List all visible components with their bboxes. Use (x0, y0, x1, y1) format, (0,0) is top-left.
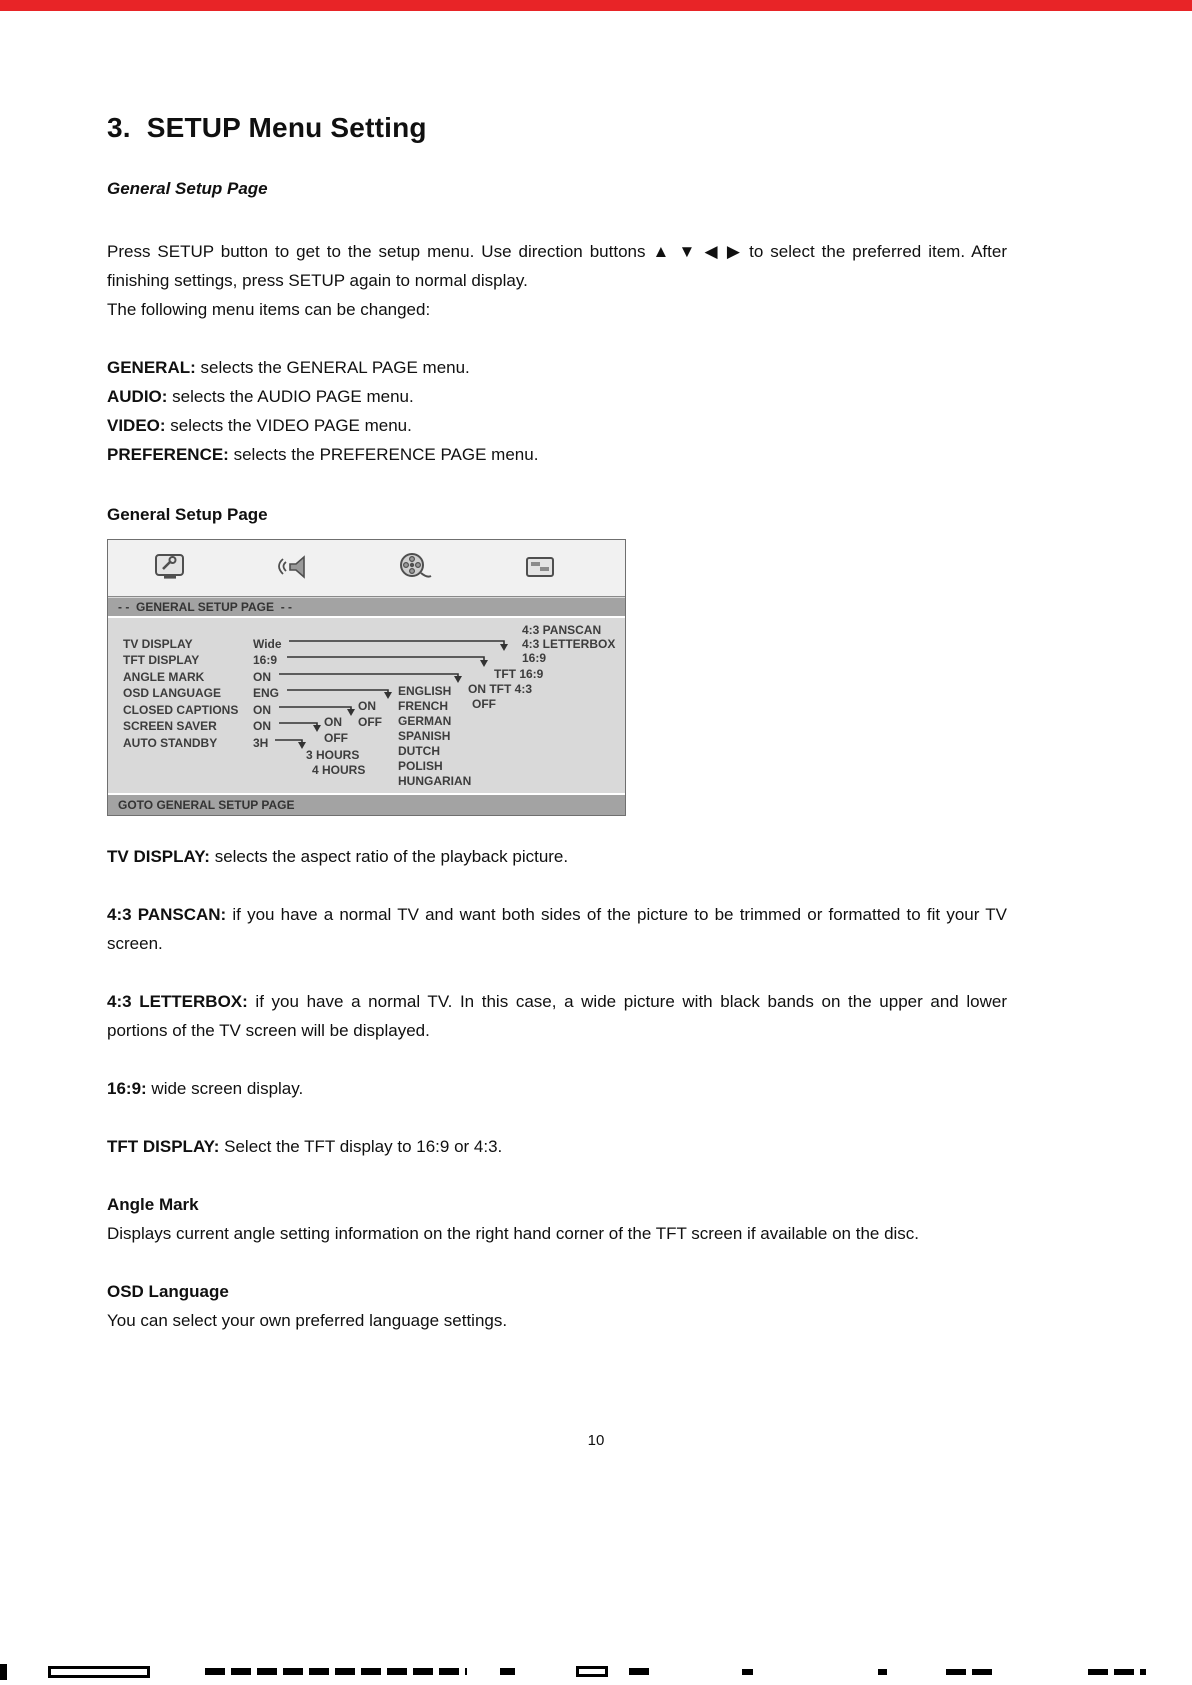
osd-row-value: 3H (253, 736, 269, 750)
osd-row-label: TV DISPLAY (123, 637, 193, 651)
osd-row-label: CLOSED CAPTIONS (123, 703, 239, 717)
osd-row-value: 16:9 (253, 653, 278, 667)
osd-row-label: ANGLE MARK (123, 670, 205, 684)
scan-artifact (500, 1668, 515, 1675)
option-4-hours: 4 HOURS (312, 763, 366, 777)
menu-item-desc: selects the AUDIO PAGE menu. (167, 387, 414, 406)
desc-term: 4:3 LETTERBOX: (107, 992, 248, 1011)
scan-artifact (878, 1669, 887, 1675)
desc-term: TFT DISPLAY: (107, 1137, 220, 1156)
menu-item-video (107, 411, 1007, 440)
osd-menu-row (123, 651, 443, 669)
osd-row-label: TFT DISPLAY (123, 653, 200, 667)
option-cc-on: ON (358, 699, 376, 713)
desc-term: TV DISPLAY: (107, 847, 210, 866)
scan-artifact (576, 1666, 608, 1677)
option-language: SPANISH (398, 729, 451, 743)
desc-text: if you have a normal TV. In this case, a wide picture with black bands on the upper and lower portions of the TV screen will be displayed. (107, 992, 1008, 1040)
option-language: POLISH (398, 759, 443, 773)
option-4-3-letterbox: 4:3 LETTERBOX (522, 637, 616, 651)
menu-item-term: PREFERENCE: (107, 445, 229, 464)
section-body-osd-language: You can select your own preferred language settings. (107, 1311, 508, 1330)
general-setup-subtitle: General Setup Page (107, 179, 268, 198)
video-setup-icon (398, 552, 432, 582)
option-language: GERMAN (398, 714, 452, 728)
menu-item-term: AUDIO: (107, 387, 168, 406)
osd-row-value: ON (253, 670, 271, 684)
osd-footer-bar (108, 793, 625, 815)
desc-text: if you have a normal TV and want both sides of the picture to be trimmed or formatted to fit your TV screen. (107, 905, 1007, 953)
option-4-3-panscan: 4:3 PANSCAN (522, 623, 602, 637)
osd-row-value: ON (253, 719, 271, 733)
desc-term: 4:3 PANSCAN: (107, 905, 227, 924)
section-heading-angle-mark: Angle Mark (107, 1195, 199, 1214)
osd-footer-text: GOTO GENERAL SETUP PAGE (118, 798, 295, 812)
scan-artifact (1088, 1669, 1146, 1675)
option-angle-off: OFF (472, 697, 496, 711)
preference-setup-icon (523, 552, 557, 582)
option-language: ENGLISH (398, 684, 452, 698)
diagram-heading: General Setup Page (107, 505, 268, 524)
section-body-angle-mark: Displays current angle setting information on the right hand corner of the TFT screen if available on the disc. (107, 1224, 920, 1243)
desc-16-9 (107, 1074, 1007, 1103)
audio-setup-icon (278, 552, 312, 582)
menu-item-preference (107, 440, 1007, 469)
osd-icon-row (108, 540, 625, 597)
option-3-hours: 3 HOURS (306, 748, 360, 762)
menu-item-desc: selects the VIDEO PAGE menu. (165, 416, 412, 435)
osd-title-bar (108, 598, 625, 618)
page-number: 10 (587, 1432, 605, 1449)
option-cc-off: OFF (358, 715, 382, 729)
intro-paragraph (107, 237, 1007, 295)
osd-menu-row (123, 684, 443, 702)
scan-artifact (205, 1668, 467, 1675)
scan-artifact-strip (0, 1660, 1192, 1685)
intro-text-2: The following menu items can be changed: (107, 300, 431, 319)
scan-artifact (48, 1666, 150, 1678)
option-tft-16-9: TFT 16:9 (494, 667, 544, 681)
option-on-tft-4-3: ON TFT 4:3 (468, 682, 533, 696)
osd-row-value: Wide (253, 637, 282, 651)
desc-text: wide screen display. (146, 1079, 304, 1098)
desc-text: selects the aspect ratio of the playback picture. (209, 847, 569, 866)
desc-text: Select the TFT display to 16:9 or 4:3. (219, 1137, 503, 1156)
option-language: DUTCH (398, 744, 440, 758)
osd-row-value: ENG (253, 686, 280, 700)
general-setup-icon (153, 552, 187, 582)
scan-artifact (0, 1664, 7, 1680)
osd-row-label: SCREEN SAVER (123, 719, 217, 733)
option-ss-on: ON (324, 715, 342, 729)
menu-item-audio (107, 382, 1007, 411)
page-content (107, 0, 1007, 1335)
osd-menu-row (123, 731, 443, 752)
intro-paragraph-2 (107, 295, 1007, 324)
page-title: 3. SETUP Menu Setting (107, 112, 427, 143)
option-language: FRENCH (398, 699, 448, 713)
menu-item-term: GENERAL: (107, 358, 196, 377)
section-heading-osd-language: OSD Language (107, 1282, 229, 1301)
desc-4-3-letterbox (107, 987, 1007, 1045)
option-16-9: 16:9 (522, 651, 547, 665)
osd-row-value: ON (253, 703, 271, 717)
osd-row-label: AUTO STANDBY (123, 736, 218, 750)
menu-item-desc: selects the GENERAL PAGE menu. (195, 358, 470, 377)
osd-menu-row (123, 717, 443, 735)
option-language: HUNGARIAN (398, 774, 472, 788)
osd-menu-screenshot (107, 539, 626, 816)
menu-item-term: VIDEO: (107, 416, 166, 435)
osd-title-bar-text: - - GENERAL SETUP PAGE - - (118, 600, 293, 614)
desc-4-3-panscan (107, 900, 1007, 958)
scan-artifact (742, 1669, 753, 1675)
menu-item-general (107, 353, 1007, 382)
desc-term: 16:9: (107, 1079, 147, 1098)
scan-artifact (629, 1668, 649, 1675)
intro-text-1: Press SETUP button to get to the setup menu. Use direction buttons ▲ ▼ ◀ ▶ to select the preferred item. After finishing settings, press SETUP again to normal display. (107, 242, 1007, 290)
scan-artifact (946, 1669, 994, 1675)
menu-item-desc: selects the PREFERENCE PAGE menu. (228, 445, 539, 464)
desc-tft-display (107, 1132, 1007, 1161)
desc-tv-display (107, 842, 1007, 871)
osd-row-label: OSD LANGUAGE (123, 686, 222, 700)
option-ss-off: OFF (324, 731, 348, 745)
